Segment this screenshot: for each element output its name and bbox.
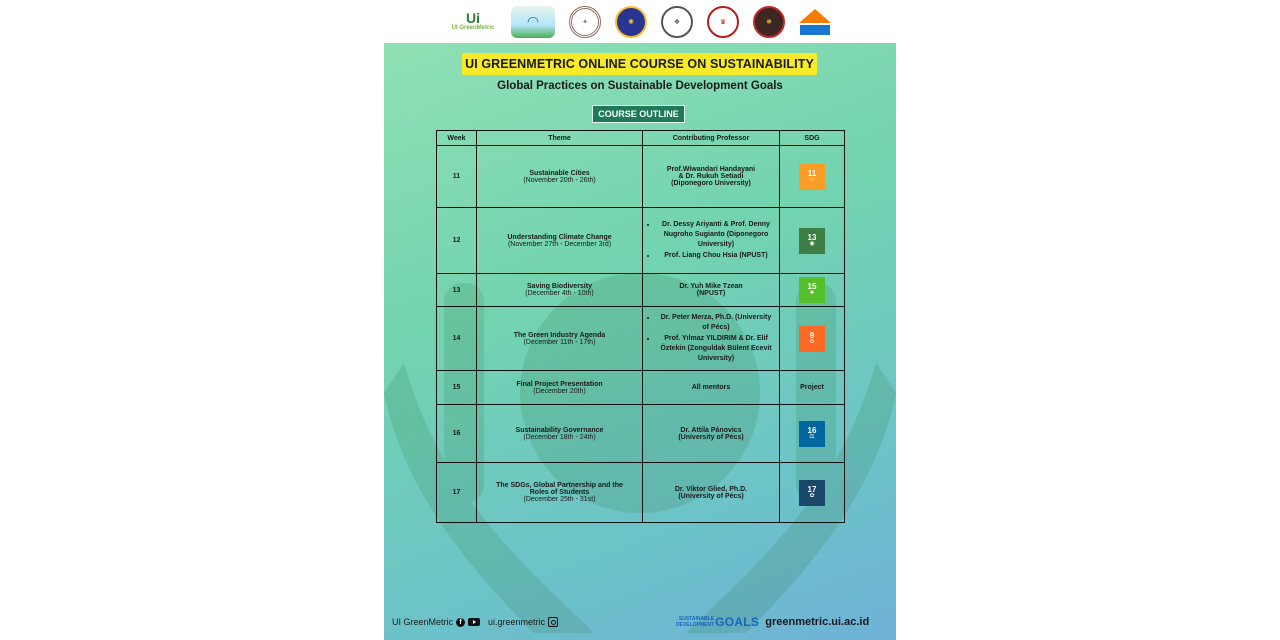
university-seal-icon: ♛ — [707, 6, 739, 38]
theme-cell — [477, 463, 643, 523]
theme-dates: (December 4th - 10th) — [525, 290, 594, 297]
theme-cell — [477, 274, 643, 307]
table-row — [437, 405, 845, 463]
footer-brand-text: UI GreenMetric — [392, 617, 454, 627]
youtube-icon[interactable] — [468, 618, 480, 626]
sdg-17-icon: 17 ✿ — [799, 480, 825, 506]
sdg-logo-word: GOALS — [715, 615, 760, 629]
course-outline-table — [436, 130, 845, 523]
header-week: Week — [437, 131, 477, 146]
professor-item: • Prof. Yılmaz YILDIRIM & Dr. Elif Öztekin (Zonguldak Bülent Ecevit University) — [657, 334, 775, 364]
table-row — [437, 463, 845, 523]
theme-dates: (December 18th - 24th) — [523, 433, 596, 441]
sdg-13-icon: 13 ◉ — [799, 228, 825, 254]
sdg-project-cell: Project — [780, 371, 845, 405]
professor-line: Dr. Yuh Mike Tzean — [679, 283, 743, 290]
theme-cell — [477, 307, 643, 371]
header-sdg: SDG — [780, 131, 845, 146]
sdg-9-icon: 9 ⚙ — [799, 326, 825, 352]
course-subtitle: Global Practices on Sustainable Development Goals — [497, 80, 783, 92]
professor-line: (University of Pécs) — [678, 492, 744, 500]
wave-logo: ◠ — [511, 6, 555, 38]
sdg-goals-logo — [676, 615, 759, 629]
website-link[interactable]: greenmetric.ui.ac.id — [765, 616, 870, 628]
week-number: 17 — [437, 463, 477, 523]
theme-title: Saving Biodiversity — [527, 283, 592, 290]
course-poster — [384, 43, 896, 640]
professor-cell — [643, 463, 780, 523]
professor-line: (NPUST) — [696, 290, 726, 297]
theme-cell — [477, 371, 643, 405]
university-seal-icon: ✵ — [753, 6, 785, 38]
theme-cell — [477, 405, 643, 463]
table-row — [437, 274, 845, 307]
course-outline-label: COURSE OUTLINE — [592, 105, 685, 123]
professor-cell — [643, 208, 780, 274]
professor-cell — [643, 371, 780, 405]
sdg-cell — [780, 274, 845, 307]
university-seal-icon: ❖ — [661, 6, 693, 38]
theme-dates: (November 27th - December 3rd) — [507, 240, 612, 248]
sdg-15-icon: 15 ♣ — [799, 277, 825, 303]
table-row — [437, 371, 845, 405]
professor-cell — [643, 405, 780, 463]
sdg-cell — [780, 307, 845, 371]
professor-line: (Diponegoro University) — [671, 180, 751, 187]
ui-greenmetric-logo: Ui UI GreenMetric — [449, 6, 497, 38]
theme-dates: (December 11th - 17th) — [523, 338, 596, 346]
professor-cell — [643, 307, 780, 371]
sdg-16-icon: 16 ⚖ — [799, 421, 825, 447]
table-header-row — [437, 131, 845, 146]
week-number: 11 — [437, 146, 477, 208]
facebook-icon[interactable]: f — [456, 618, 465, 627]
header-professor: Contributing Professor — [643, 131, 780, 146]
footer-right — [676, 615, 869, 629]
theme-dates: (November 20th - 26th) — [523, 176, 596, 184]
poster-footer — [384, 611, 896, 633]
sdg-cell — [780, 463, 845, 523]
week-number: 13 — [437, 274, 477, 307]
professor-item: • Dr. Peter Merza, Ph.D. (University of Pécs) — [657, 313, 775, 333]
theme-cell — [477, 146, 643, 208]
professor-line: (University of Pécs) — [678, 433, 744, 441]
sdg-cell — [780, 208, 845, 274]
instagram-icon[interactable] — [548, 617, 558, 627]
header-theme: Theme — [477, 131, 643, 146]
table-row — [437, 208, 845, 274]
week-number: 16 — [437, 405, 477, 463]
sdg-logo-bottom: DEVELOPMENT — [676, 622, 715, 628]
professor-line: Prof.Wiwandari Handayani — [666, 166, 756, 173]
theme-title: Sustainable Cities — [529, 169, 590, 177]
theme-title: Final Project Presentation — [516, 380, 603, 388]
university-seal-icon: ✦ — [569, 6, 601, 38]
professor-line: & Dr. Rukuh Setiadi — [678, 173, 744, 180]
professor-item: • Dr. Dessy Ariyanti & Prof. Denny Nugroho Sugianto (Diponegoro University) — [657, 220, 775, 250]
theme-dates: (December 25th - 31st) — [523, 496, 596, 503]
theme-title: The Green Industry Agenda — [513, 331, 606, 339]
course-title: UI GREENMETRIC ONLINE COURSE ON SUSTAINABILITY — [465, 57, 814, 71]
sdg-cell — [780, 405, 845, 463]
footer-social — [488, 617, 558, 627]
professor-line: Dr. Viktor Glied, Ph.D. — [674, 485, 748, 493]
partner-logo-bar — [384, 0, 896, 43]
week-number: 12 — [437, 208, 477, 274]
professor-line: All mentors — [691, 384, 731, 391]
sdg-cell — [780, 146, 845, 208]
university-seal-icon: ✺ — [615, 6, 647, 38]
table-row — [437, 307, 845, 371]
sdg-11-icon: 11 ⌂ — [799, 164, 825, 190]
theme-dates: (December 20th) — [533, 387, 586, 395]
professor-cell — [643, 146, 780, 208]
footer-brand — [392, 617, 480, 627]
sdg-logo-top: SUSTAINABLE — [678, 616, 715, 622]
npust-logo — [799, 6, 831, 38]
social-handle: ui.greenmetric — [488, 617, 546, 627]
theme-title: The SDGs, Global Partnership and the Roles of Students — [496, 482, 623, 496]
theme-title: Sustainability Governance — [515, 426, 604, 434]
professor-line: Dr. Attila Pánovics — [680, 426, 742, 434]
professor-item: • Prof. Liang Chou Hsia (NPUST) — [657, 251, 775, 261]
professor-cell — [643, 274, 780, 307]
table-row — [437, 146, 845, 208]
theme-title: Understanding Climate Change — [507, 233, 612, 241]
theme-cell — [477, 208, 643, 274]
week-number: 15 — [437, 371, 477, 405]
week-number: 14 — [437, 307, 477, 371]
course-title-banner — [462, 53, 817, 75]
